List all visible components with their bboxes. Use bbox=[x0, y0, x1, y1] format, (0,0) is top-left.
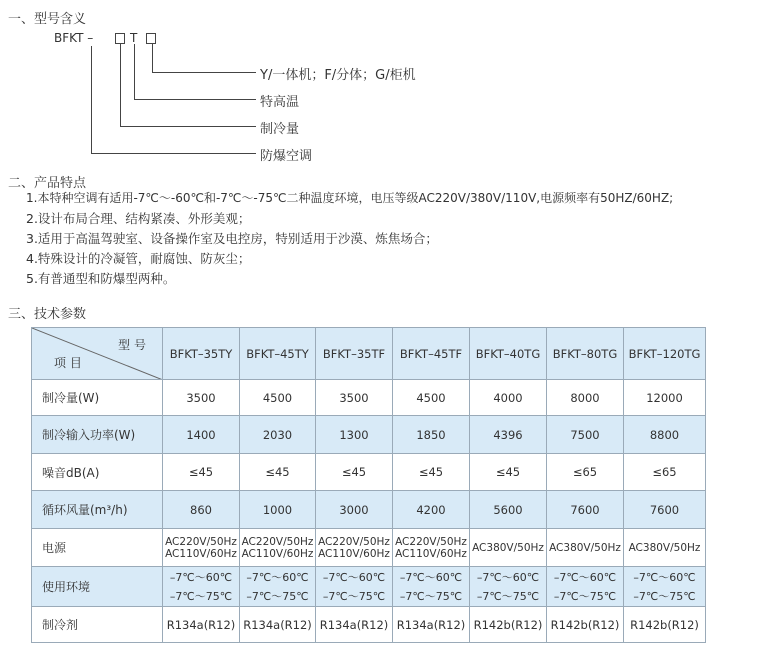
spec-cell: R134a(R12) bbox=[393, 607, 470, 643]
spec-cell: AC380V/50Hz bbox=[624, 529, 706, 567]
row-label: 噪音dB(A) bbox=[32, 454, 163, 491]
spec-cell: AC220V/50Hz AC110V/60Hz bbox=[163, 529, 240, 567]
connector-type bbox=[152, 44, 153, 72]
feature-item: 2.设计布局合理、结构紧凑、外形美观； bbox=[26, 211, 251, 226]
model-header: BFKT–120TG bbox=[624, 328, 706, 380]
spec-row-input-power bbox=[32, 416, 706, 454]
connector-type-h bbox=[152, 72, 256, 73]
spec-row-refrigerant bbox=[32, 607, 706, 643]
spec-cell: R134a(R12) bbox=[163, 607, 240, 643]
spec-cell: ≤45 bbox=[393, 454, 470, 491]
spec-row-power-supply bbox=[32, 529, 706, 567]
spec-cell: 1850 bbox=[393, 416, 470, 454]
spec-cell: 1300 bbox=[316, 416, 393, 454]
row-label: 电源 bbox=[32, 529, 163, 567]
meaning-explosion-proof: 防爆空调 bbox=[260, 149, 313, 164]
section-title-specs: 三、技术参数 bbox=[8, 307, 87, 322]
model-header: BFKT–40TG bbox=[470, 328, 547, 380]
feature-item: 1.本特种空调有适用-7℃～-60℃和-7℃～-75℃二种温度环境，电压等级AC220V/380V/110V,电源频率有50HZ/60HZ; bbox=[26, 191, 674, 205]
spec-cell: 7600 bbox=[624, 491, 706, 529]
spec-cell: –7℃～60℃ –7℃～75℃ bbox=[470, 567, 547, 607]
row-label: 制冷输入功率(W) bbox=[32, 416, 163, 454]
spec-cell: 4500 bbox=[240, 380, 316, 416]
connector-explosion-proof bbox=[91, 46, 92, 153]
model-header: BFKT–45TF bbox=[393, 328, 470, 380]
feature-item: 3.适用于高温驾驶室、设备操作室及电控房，特别适用于沙漠、炼焦场合； bbox=[26, 231, 438, 246]
meaning-capacity: 制冷量 bbox=[260, 122, 300, 137]
connector-explosion-proof-h bbox=[91, 153, 256, 154]
spec-cell: AC220V/50Hz AC110V/60Hz bbox=[240, 529, 316, 567]
spec-cell: –7℃～60℃ –7℃～75℃ bbox=[624, 567, 706, 607]
section-title-model-meaning: 一、型号含义 bbox=[8, 12, 87, 27]
spec-cell: 3500 bbox=[316, 380, 393, 416]
spec-cell: AC380V/50Hz bbox=[547, 529, 624, 567]
spec-row-environment bbox=[32, 567, 706, 607]
spec-row-airflow bbox=[32, 491, 706, 529]
spec-cell: 7600 bbox=[547, 491, 624, 529]
feature-item: 4.特殊设计的冷凝管，耐腐蚀、防灰尘； bbox=[26, 251, 251, 266]
spec-cell: –7℃～60℃ –7℃～75℃ bbox=[316, 567, 393, 607]
spec-cell: –7℃～60℃ –7℃～75℃ bbox=[547, 567, 624, 607]
spec-header-row bbox=[32, 328, 706, 380]
spec-cell: R142b(R12) bbox=[470, 607, 547, 643]
spec-table bbox=[31, 327, 706, 643]
code-box-capacity bbox=[115, 33, 125, 44]
spec-cell: 1400 bbox=[163, 416, 240, 454]
spec-cell: ≤45 bbox=[470, 454, 547, 491]
spec-cell: R134a(R12) bbox=[240, 607, 316, 643]
spec-cell: AC380V/50Hz bbox=[470, 529, 547, 567]
spec-cell: 8800 bbox=[624, 416, 706, 454]
model-header: BFKT–35TF bbox=[316, 328, 393, 380]
feature-item: 5.有普通型和防爆型两种。 bbox=[26, 271, 176, 286]
row-label: 制冷剂 bbox=[32, 607, 163, 643]
meaning-high-temp: 特高温 bbox=[260, 95, 300, 110]
model-header: BFKT–45TY bbox=[240, 328, 316, 380]
spec-cell: 4200 bbox=[393, 491, 470, 529]
connector-high-temp bbox=[134, 44, 135, 99]
spec-cell: 4500 bbox=[393, 380, 470, 416]
spec-cell: –7℃～60℃ –7℃～75℃ bbox=[240, 567, 316, 607]
spec-row-noise bbox=[32, 454, 706, 491]
spec-cell: 2030 bbox=[240, 416, 316, 454]
spec-cell: AC220V/50Hz AC110V/60Hz bbox=[393, 529, 470, 567]
spec-cell: 3500 bbox=[163, 380, 240, 416]
spec-cell: R142b(R12) bbox=[547, 607, 624, 643]
model-code-prefix: BFKT – bbox=[54, 31, 94, 45]
spec-cell: R142b(R12) bbox=[624, 607, 706, 643]
meaning-type: Y/一体机；F/分体；G/柜机 bbox=[260, 68, 416, 83]
spec-cell: 8000 bbox=[547, 380, 624, 416]
connector-capacity bbox=[120, 44, 121, 126]
connector-high-temp-h bbox=[134, 99, 256, 100]
section-title-features: 二、产品特点 bbox=[8, 176, 87, 191]
spec-cell: R134a(R12) bbox=[316, 607, 393, 643]
row-label: 使用环境 bbox=[32, 567, 163, 607]
spec-cell: 12000 bbox=[624, 380, 706, 416]
spec-cell: –7℃～60℃ –7℃～75℃ bbox=[393, 567, 470, 607]
spec-cell: ≤45 bbox=[240, 454, 316, 491]
spec-cell: 1000 bbox=[240, 491, 316, 529]
connector-capacity-h bbox=[120, 126, 256, 127]
code-box-type bbox=[146, 33, 156, 44]
spec-cell: 4396 bbox=[470, 416, 547, 454]
spec-cell: ≤45 bbox=[316, 454, 393, 491]
model-header: BFKT–35TY bbox=[163, 328, 240, 380]
row-label: 制冷量(W) bbox=[32, 380, 163, 416]
spec-cell: AC220V/50Hz AC110V/60Hz bbox=[316, 529, 393, 567]
spec-cell: 7500 bbox=[547, 416, 624, 454]
model-header: BFKT–80TG bbox=[547, 328, 624, 380]
spec-cell: 3000 bbox=[316, 491, 393, 529]
spec-row-cooling-capacity bbox=[32, 380, 706, 416]
spec-cell: –7℃～60℃ –7℃～75℃ bbox=[163, 567, 240, 607]
model-code-t: T bbox=[130, 31, 138, 45]
spec-cell: ≤45 bbox=[163, 454, 240, 491]
spec-corner-cell bbox=[32, 328, 163, 380]
corner-item-label: 项 目 bbox=[54, 356, 82, 370]
row-label: 循环风量(m³/h) bbox=[32, 491, 163, 529]
spec-cell: 4000 bbox=[470, 380, 547, 416]
spec-cell: 5600 bbox=[470, 491, 547, 529]
corner-model-label: 型 号 bbox=[118, 338, 146, 352]
spec-cell: 860 bbox=[163, 491, 240, 529]
spec-cell: ≤65 bbox=[624, 454, 706, 491]
spec-cell: ≤65 bbox=[547, 454, 624, 491]
